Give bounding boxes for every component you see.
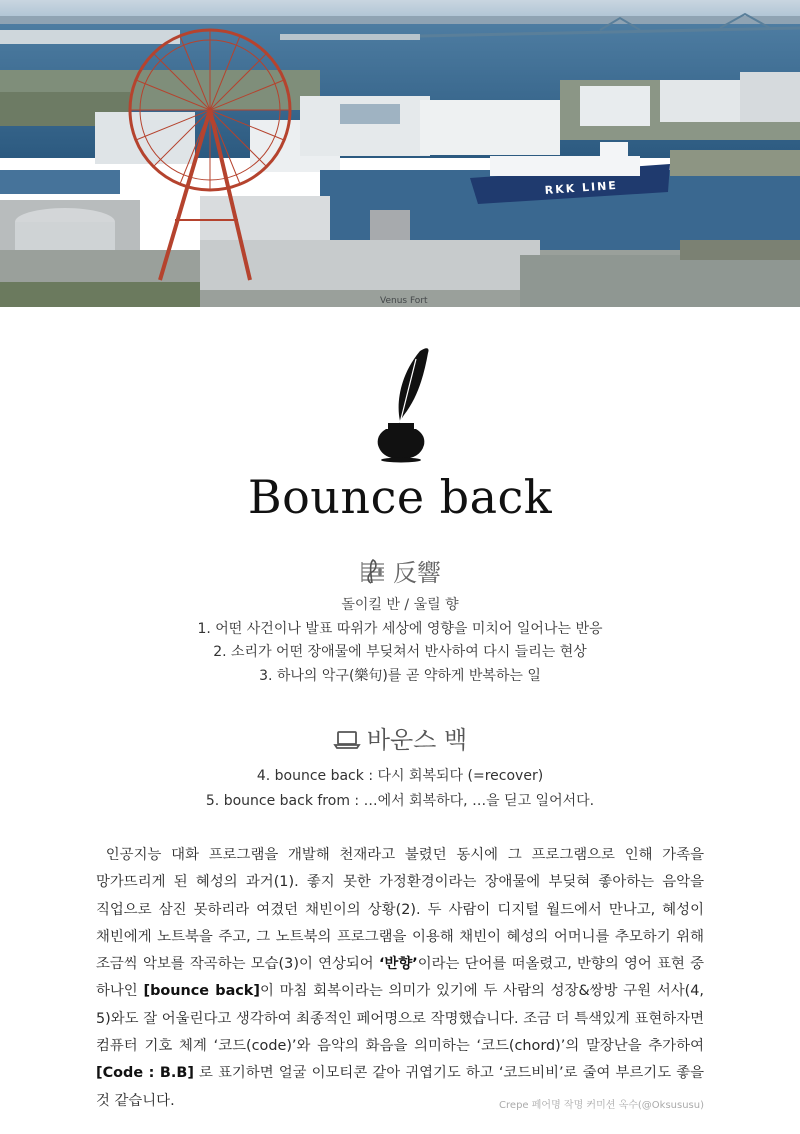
definition-item: 1. 어떤 사건이나 발표 따위가 세상에 영향을 미치어 일어나는 반응 (197, 621, 603, 637)
body-text: 인공지능 대화 프로그램을 개발해 천재라고 불렸던 동시에 그 프로그램으로 인해 가족을 망가뜨리게 된 혜성의 과거(1). 좋지 못한 가정환경이라는 장애물에 부딪혀 좋아하는 음악을 직업으로 삼진 못하리라 여겼던 채빈이의 상황(2). 두 사람이 디지털 월드에서 만나고, 혜성이 채빈에게 노트북을 주고, 그 노트북의 프로그램을 이용해 채빈이 혜성의 어머니를 추모하기 위해 조금씩 악보를 작곡하는 모습(3)이 연상되어 (96, 847, 704, 973)
body-text: 이라는 단어를 떠올렸고, 반향의 영어 표현 중 하나인 (96, 956, 704, 1000)
hanja-heading (0, 553, 800, 588)
page-title: Bounce back (247, 470, 553, 524)
body-paragraph (96, 842, 704, 1115)
laptop-icon (333, 724, 361, 752)
emphasis-term: ‘반향’ (378, 956, 418, 973)
definition-item: 5. bounce back from : …에서 회복하다, …을 딛고 일어서다. (205, 793, 595, 809)
korean-heading-text: 바운스 백 (366, 726, 468, 754)
definition-item: 4. bounce back : 다시 회복되다 (=recover) (256, 768, 544, 784)
ship-name-text: RKK LINE (544, 178, 619, 197)
korean-heading (0, 720, 800, 755)
emphasis-term: [Code : B.B] (96, 1065, 194, 1082)
body-text: 이 마침 회복이라는 의미가 있기에 두 사람의 성장&쌍방 구원 서사(4, 5)와도 잘 어울린다고 생각하여 최종적인 페어명으로 작명했습니다. 조금 더 특색있게 표현하자면 컴퓨터 기호 체계 ‘코드(code)’와 음악의 화음을 의미하는 ‘코드(chord)’의 말장난을 추가하여 (96, 983, 704, 1055)
venus-fort-sign-text: Venus Fort (380, 296, 428, 306)
hanja-text: 反響 (393, 559, 441, 587)
definition-item: 3. 하나의 악구(樂句)를 곧 약하게 반복하는 일 (259, 668, 541, 684)
quill-inkpot-icon (370, 345, 432, 463)
body-text: 로 표기하면 얼굴 이모티콘 같아 귀엽기도 하고 ‘코드비비’로 줄여 부르기도 좋을 것 같습니다. (96, 1065, 704, 1109)
emphasis-term: [bounce back] (143, 983, 260, 1000)
credit-text: Crepe 페어명 작명 커미션 옥수(@Oksususu) (499, 1100, 704, 1111)
definition-item: 2. 소리가 어떤 장애물에 부딪쳐서 반사하여 다시 들리는 현상 (213, 644, 587, 660)
harbor-banner-image (0, 0, 800, 307)
music-score-icon (359, 557, 387, 585)
hanja-reading: 돌이킬 반 / 울릴 향 (341, 597, 459, 613)
